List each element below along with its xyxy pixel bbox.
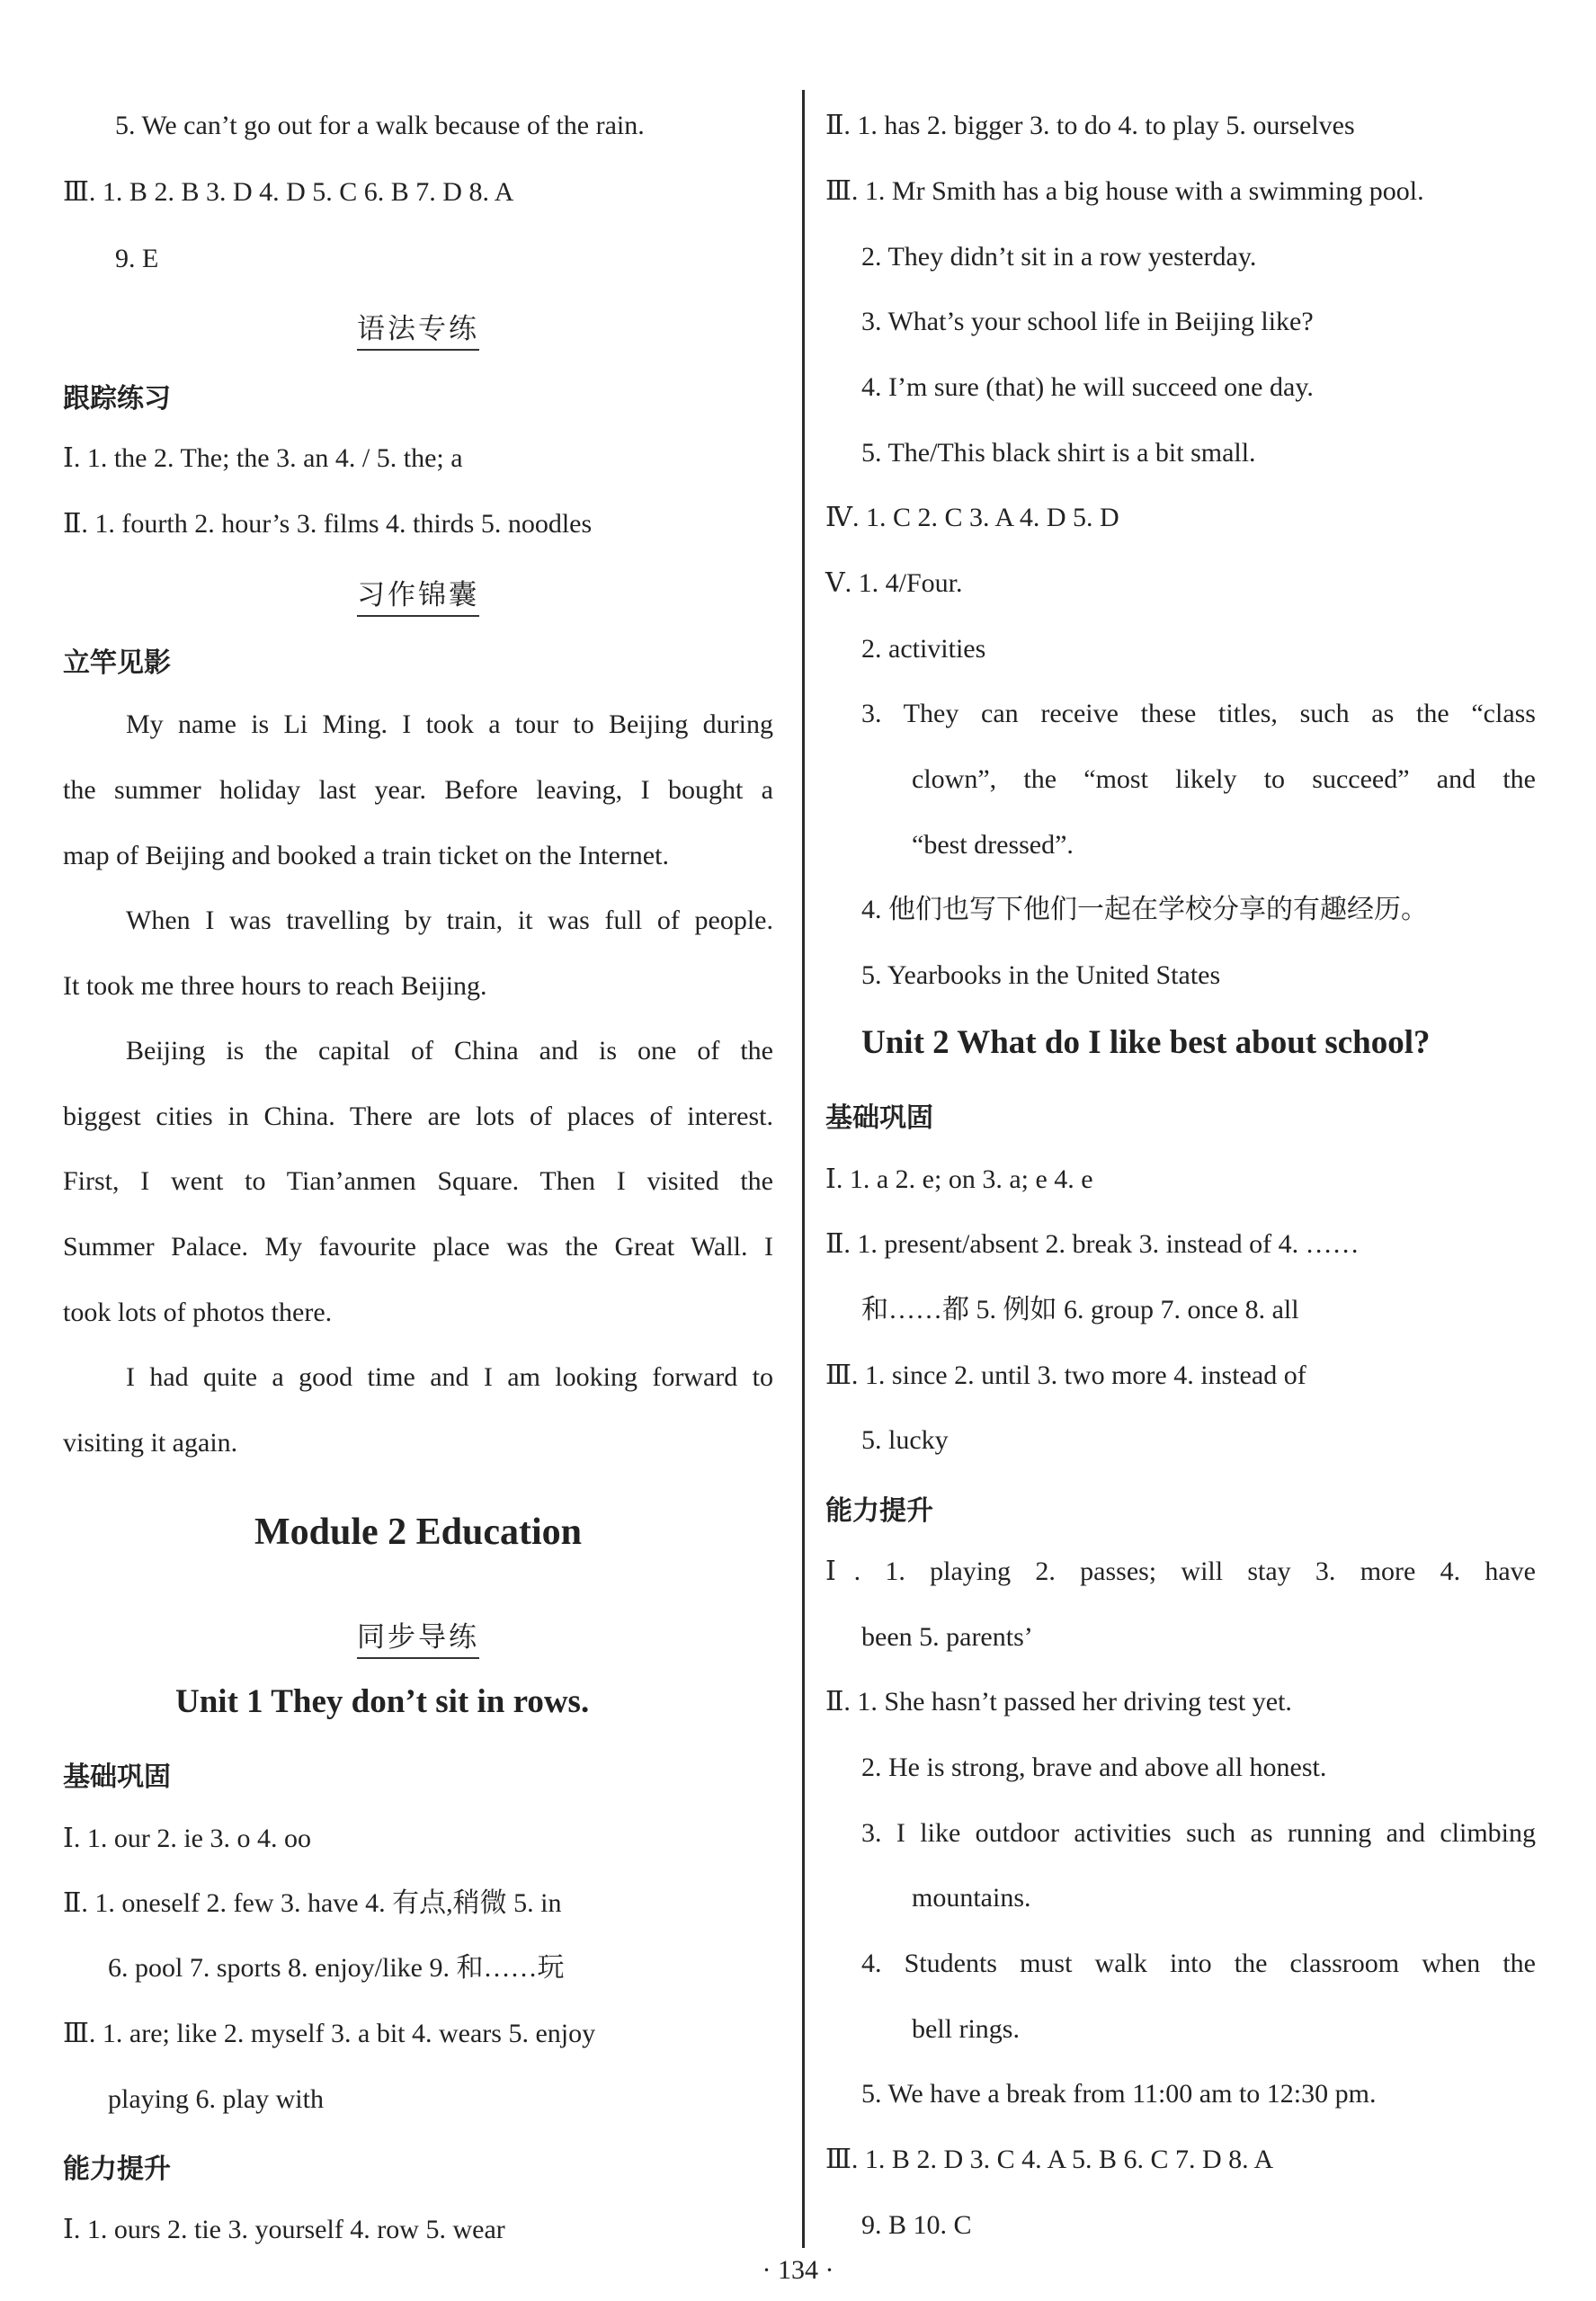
answer-line: clown”, the “most likely to succeed” and the (912, 764, 1536, 794)
answer-line: 4. I’m sure (that) he will succeed one day. (861, 372, 1314, 402)
section-title-writing: 习作锦囊 (63, 572, 773, 612)
answer-line: 5. The/This black shirt is a bit small. (861, 438, 1256, 468)
answer-line: 2. activities (861, 634, 986, 664)
essay-line: Summer Palace. My favourite place was the Great Wall. I (63, 1232, 773, 1262)
answer-line: Ⅰ. 1. a 2. e; on 3. a; e 4. e (825, 1164, 1093, 1194)
answer-line: 4. Students must walk into the classroom when the (861, 1949, 1536, 1978)
heading-instant: 立竿见影 (63, 647, 171, 679)
answer-line: Ⅰ. 1. playing 2. passes; will stay 3. more 4. have (825, 1556, 1536, 1586)
answer-line: Ⅲ. 1. Mr Smith has a big house with a swimming pool. (825, 176, 1424, 206)
answer-line: 6. pool 7. sports 8. enjoy/like 9. 和……玩 (108, 1953, 565, 1983)
section-title-grammar: 语法专练 (63, 306, 773, 346)
answer-line: Ⅱ. 1. present/absent 2. break 3. instead of 4. …… (825, 1229, 1360, 1259)
module-title: Module 2 Education (254, 1512, 583, 1553)
answer-line: Ⅴ. 1. 4/Four. (825, 568, 963, 598)
answer-line: Ⅱ. 1. has 2. bigger 3. to do 4. to play 5. ourselves (825, 111, 1355, 140)
heading-basic: 基础巩固 (825, 1102, 933, 1134)
answer-line: 9. B 10. C (861, 2210, 972, 2240)
essay-line: Beijing is the capital of China and is one of the (126, 1036, 773, 1066)
answer-line: Ⅲ. 1. are; like 2. myself 3. a bit 4. wears 5. enjoy (63, 2019, 596, 2048)
heading-basic: 基础巩固 (63, 1761, 171, 1793)
answer-line: Ⅲ. 1. B 2. D 3. C 4. A 5. B 6. C 7. D 8. A (825, 2145, 1274, 2174)
answer-line: Ⅰ. 1. ours 2. tie 3. yourself 4. row 5. wear (63, 2215, 505, 2244)
answer-line: 5. lucky (861, 1425, 949, 1455)
answer-line: 2. They didn’t sit in a row yesterday. (861, 242, 1257, 272)
answer-line: 5. We have a break from 11:00 am to 12:30 pm. (861, 2079, 1377, 2109)
answer-line: 2. He is strong, brave and above all honest. (861, 1753, 1327, 1782)
column-divider (802, 90, 805, 2248)
answer-line: Ⅳ. 1. C 2. C 3. A 4. D 5. D (825, 503, 1119, 532)
answer-line: 5. Yearbooks in the United States (861, 960, 1221, 990)
answer-line: 3. They can receive these titles, such as the “class (861, 699, 1536, 728)
page-number: · 134 · (762, 2255, 834, 2285)
essay-line: First, I went to Tian’anmen Square. Then I visited the (63, 1166, 773, 1196)
answer-line: 3. I like outdoor activities such as running and climbing (861, 1818, 1536, 1848)
answer-line: been 5. parents’ (861, 1622, 1033, 1652)
answer-line: Ⅱ. 1. She hasn’t passed her driving test yet. (825, 1687, 1292, 1717)
answer-line: bell rings. (912, 2014, 1020, 2044)
section-title-sync: 同步导练 (63, 1614, 773, 1654)
heading-follow-practice: 跟踪练习 (63, 383, 171, 415)
essay-line: My name is Li Ming. I took a tour to Beijing during (126, 709, 773, 739)
answer-line: Ⅲ. 1. since 2. until 3. two more 4. instead of (825, 1360, 1306, 1390)
heading-ability: 能力提升 (825, 1495, 933, 1527)
essay-line: It took me three hours to reach Beijing. (63, 971, 487, 1001)
unit-title: Unit 1 They don’t sit in rows. (175, 1683, 590, 1720)
answer-line: playing 6. play with (108, 2084, 324, 2114)
answer-line: Ⅰ. 1. the 2. The; the 3. an 4. / 5. the; a (63, 443, 463, 473)
essay-line: map of Beijing and booked a train ticket on the Internet. (63, 841, 669, 870)
essay-line: biggest cities in China. There are lots of places of interest. (63, 1101, 773, 1131)
essay-line: I had quite a good time and I am looking forward to (126, 1362, 773, 1392)
answer-line: 和……都 5. 例如 6. group 7. once 8. all (861, 1295, 1299, 1324)
answer-line: Ⅱ. 1. fourth 2. hour’s 3. films 4. thirds 5. noodles (63, 509, 593, 539)
answer-line: 9. E (115, 244, 159, 273)
answer-line: 3. What’s your school life in Beijing like? (861, 307, 1314, 336)
answer-line: Ⅱ. 1. oneself 2. few 3. have 4. 有点,稍微 5. in (63, 1888, 562, 1918)
answer-line: mountains. (912, 1883, 1031, 1913)
answer-line: Ⅲ. 1. B 2. B 3. D 4. D 5. C 6. B 7. D 8. A (63, 177, 514, 207)
answer-line: 4. 他们也写下他们一起在学校分享的有趣经历。 (861, 895, 1428, 924)
essay-line: took lots of photos there. (63, 1298, 333, 1327)
unit-title: Unit 2 What do I like best about school? (861, 1024, 1431, 1061)
essay-line: the summer holiday last year. Before leaving, I bought a (63, 775, 773, 805)
heading-ability: 能力提升 (63, 2154, 171, 2185)
answer-line: 5. We can’t go out for a walk because of the rain. (115, 111, 645, 140)
answer-line: Ⅰ. 1. our 2. ie 3. o 4. oo (63, 1824, 311, 1853)
essay-line: When I was travelling by train, it was full of people. (126, 905, 773, 935)
answer-line: “best dressed”. (912, 830, 1074, 860)
essay-line: visiting it again. (63, 1428, 238, 1458)
